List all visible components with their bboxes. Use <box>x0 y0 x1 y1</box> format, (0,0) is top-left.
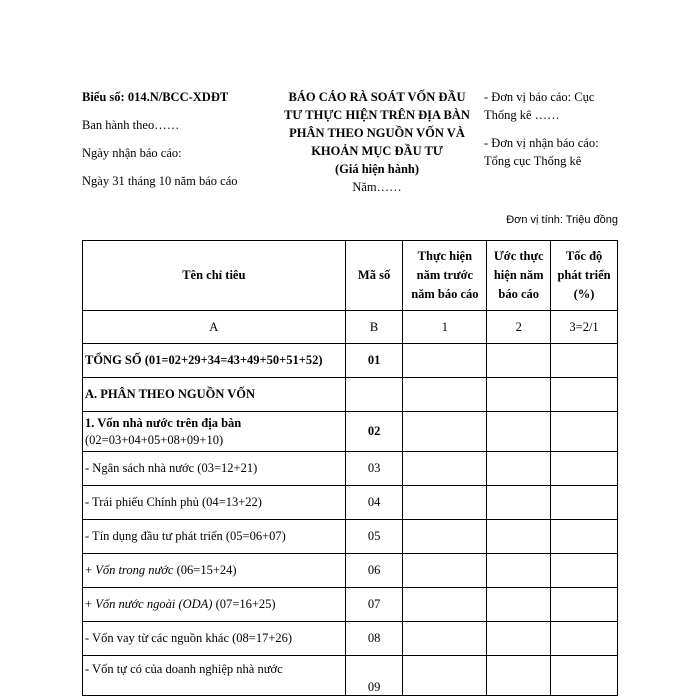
row-code: 08 <box>345 622 403 656</box>
row-name <box>83 412 346 452</box>
cell-prev-year[interactable] <box>403 622 487 656</box>
row-name <box>83 554 346 588</box>
column-index-row <box>83 311 618 344</box>
row-name: - Trái phiếu Chính phủ (04=13+22) <box>83 486 346 520</box>
row-name-line-1: 1. Vốn nhà nước trên địa bàn <box>85 415 242 430</box>
row-name-italic: Vốn trong nước <box>95 563 174 577</box>
cell-estimate[interactable] <box>487 656 551 696</box>
cell-growth-rate[interactable] <box>551 622 618 656</box>
row-name-prefix: + <box>85 563 96 577</box>
table-row <box>83 588 618 622</box>
unit-label: Đơn vị tính: Triệu đồng <box>506 214 618 226</box>
row-name-suffix: (06=15+24) <box>173 563 237 577</box>
cell-growth-rate[interactable] <box>551 520 618 554</box>
reporting-unit <box>484 88 634 124</box>
cell-prev-year[interactable] <box>403 378 487 412</box>
row-code <box>345 378 403 412</box>
index-3: 3=2/1 <box>551 311 618 344</box>
cell-estimate[interactable] <box>487 520 551 554</box>
receiving-unit <box>484 134 634 170</box>
row-name: - Tín dụng đầu tư phát triển (05=06+07) <box>83 520 346 554</box>
cell-growth-rate[interactable] <box>551 452 618 486</box>
index-b: B <box>345 311 403 344</box>
header-code: Mã số <box>345 241 403 311</box>
price-basis: (Giá hiện hành) <box>334 162 420 176</box>
form-code: Biểu số: 014.N/BCC-XDĐT <box>82 90 229 104</box>
row-code: 09 <box>345 656 403 696</box>
row-code: 07 <box>345 588 403 622</box>
index-a: A <box>83 311 346 344</box>
cell-growth-rate[interactable] <box>551 554 618 588</box>
cell-estimate[interactable] <box>487 486 551 520</box>
cell-growth-rate[interactable] <box>551 486 618 520</box>
cell-growth-rate[interactable] <box>551 588 618 622</box>
cell-estimate[interactable] <box>487 412 551 452</box>
cell-estimate[interactable] <box>487 554 551 588</box>
cell-estimate[interactable] <box>487 622 551 656</box>
row-code: 03 <box>345 452 403 486</box>
row-name: - Vốn vay từ các nguồn khác (08=17+26) <box>83 622 346 656</box>
cell-prev-year[interactable] <box>403 486 487 520</box>
header-prev-year-2: năm trước <box>416 268 474 282</box>
cell-prev-year[interactable] <box>403 412 487 452</box>
table-row <box>83 378 618 412</box>
receiving-unit-value: Tổng cục Thống kê <box>484 154 582 168</box>
header-estimate-2: hiện năm <box>493 268 544 282</box>
cell-growth-rate[interactable] <box>551 412 618 452</box>
form-info <box>82 88 282 200</box>
row-name-prefix: + <box>85 597 96 611</box>
cell-estimate[interactable] <box>487 452 551 486</box>
header-estimate-1: Ước thực <box>493 249 544 263</box>
row-name-italic: Vốn nước ngoài (ODA) <box>95 597 213 611</box>
row-code: 05 <box>345 520 403 554</box>
row-code: 04 <box>345 486 403 520</box>
row-name-line-2: (02=03+04+05+08+09+10) <box>85 432 224 447</box>
title-line-2: TƯ THỰC HIỆN TRÊN ĐỊA BÀN <box>284 108 470 122</box>
cell-estimate[interactable] <box>487 344 551 378</box>
row-name: - Vốn tự có của doanh nghiệp nhà nước <box>83 656 346 696</box>
header-growth-rate-3: (%) <box>573 287 595 301</box>
row-name: TỔNG SỐ (01=02+29+34=43+49+50+51+52) <box>83 344 346 378</box>
table-row <box>83 412 618 452</box>
table-row <box>83 486 618 520</box>
cell-growth-rate[interactable] <box>551 656 618 696</box>
header-prev-year-1: Thực hiện <box>417 249 473 263</box>
table-row <box>83 452 618 486</box>
index-1: 1 <box>403 311 487 344</box>
header-name: Tên chỉ tiêu <box>83 241 346 311</box>
cell-growth-rate[interactable] <box>551 344 618 378</box>
cell-prev-year[interactable] <box>403 554 487 588</box>
row-code: 02 <box>345 412 403 452</box>
title-line-4: KHOẢN MỤC ĐẦU TƯ <box>311 144 443 158</box>
row-code: 06 <box>345 554 403 588</box>
index-2: 2 <box>487 311 551 344</box>
table-row <box>83 656 618 696</box>
cell-prev-year[interactable] <box>403 520 487 554</box>
header-estimate <box>487 241 551 311</box>
received-date-label: Ngày nhận báo cáo: <box>82 146 182 160</box>
header-growth-rate-1: Tốc độ <box>565 249 603 263</box>
reporting-unit-label: - Đơn vị báo cáo: Cục <box>484 90 595 104</box>
row-code: 01 <box>345 344 403 378</box>
table-row <box>83 622 618 656</box>
table-row <box>83 344 618 378</box>
row-name <box>83 588 346 622</box>
table-row <box>83 554 618 588</box>
row-name: A. PHÂN THEO NGUỒN VỐN <box>83 378 346 412</box>
cell-prev-year[interactable] <box>403 452 487 486</box>
report-title <box>262 88 492 196</box>
header-growth-rate-2: phát triển <box>557 268 611 282</box>
issued-by: Ban hành theo…… <box>82 118 180 132</box>
table-row <box>83 520 618 554</box>
cell-estimate[interactable] <box>487 378 551 412</box>
unit-info <box>484 88 634 180</box>
table-header-row <box>83 241 618 311</box>
header-prev-year <box>403 241 487 311</box>
cell-estimate[interactable] <box>487 588 551 622</box>
title-line-1: BÁO CÁO RÀ SOÁT VỐN ĐẦU <box>288 90 466 104</box>
row-name: - Ngân sách nhà nước (03=12+21) <box>83 452 346 486</box>
title-line-3: PHÂN THEO NGUỒN VỐN VÀ <box>289 126 465 140</box>
cell-prev-year[interactable] <box>403 588 487 622</box>
reporting-unit-value: Thống kê …… <box>484 108 560 122</box>
report-table <box>82 240 618 696</box>
cell-prev-year[interactable] <box>403 344 487 378</box>
row-name-suffix: (07=16+25) <box>212 597 276 611</box>
receiving-unit-label: - Đơn vị nhận báo cáo: <box>484 136 599 150</box>
report-deadline: Ngày 31 tháng 10 năm báo cáo <box>82 174 238 188</box>
cell-prev-year[interactable] <box>403 656 487 696</box>
cell-growth-rate[interactable] <box>551 378 618 412</box>
header-growth-rate <box>551 241 618 311</box>
header-estimate-3: báo cáo <box>498 287 539 301</box>
report-year: Năm…… <box>352 180 402 194</box>
header-prev-year-3: năm báo cáo <box>411 287 479 301</box>
